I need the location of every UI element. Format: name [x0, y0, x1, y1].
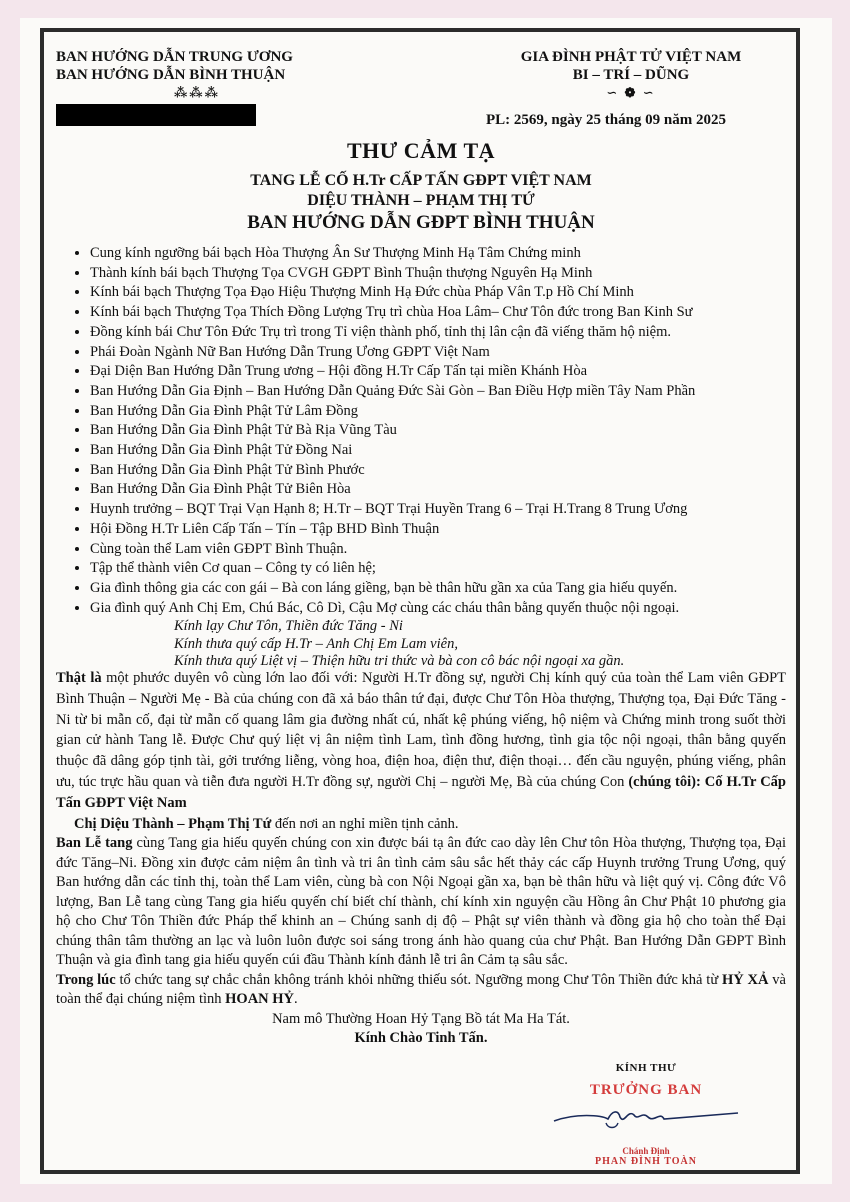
redaction-bar: [56, 104, 256, 126]
signature-block: [531, 1062, 761, 1167]
subtitle-committee: BAN HƯỚNG DẪN GĐPT BÌNH THUẬN: [247, 212, 595, 233]
paragraph-text: tổ chức tang sự chắc chắn không tránh khỏi những thiếu sót. Ngưỡng mong Chư Tôn Thiền đức khả từ: [115, 971, 722, 988]
subtitle-funeral: TANG LỄ CỐ H.Tr CẤP TẤN GĐPT VIỆT NAM: [250, 172, 592, 189]
list-item: • Tập thể thành viên Cơ quan – Công ty có liên hệ;: [90, 559, 810, 579]
paragraph-lead: Trong lúc: [56, 971, 116, 988]
paragraph-thanks: [56, 834, 786, 971]
salutation-line: Kính lạy Chư Tôn, Thiền đức Tăng - Ni: [174, 618, 403, 634]
org-line-binhthuan: BAN HƯỚNG DẪN BÌNH THUẬN: [56, 67, 286, 83]
header-left: [56, 48, 293, 102]
deceased-tail: đến nơi an nghỉ miền tịnh cảnh.: [271, 815, 459, 832]
list-item: • Gia đình thông gia các con gái – Bà con láng giềng, bạn bè thân hữu gần xa của Tang gia hiếu quyến.: [90, 579, 810, 599]
salutation-line: Kính thưa quý cấp H.Tr – Anh Chị Em Lam viên,: [174, 635, 458, 652]
signature-name: PHAN ĐÌNH TOÀN: [595, 1156, 697, 1167]
paragraph-apology: [56, 971, 786, 1010]
org-line-central: BAN HƯỚNG DẪN TRUNG ƯƠNG: [56, 49, 293, 65]
list-item: • Ban Hướng Dẫn Gia Đình Phật Tử Biên Hòa: [90, 480, 810, 500]
paragraph-end: .: [294, 991, 298, 1008]
paragraph-text: một phước duyên vô cùng lớn lao đối với: Người H.Tr đồng sự, người Chị kính quý của toàn thể Lam viên GĐPT Bình Thuận – Người Mẹ - Bà của chúng con đã xả báo thân tứ đại, được Chư Tôn Hòa thượng, Thượng tọa, Đại Đức Tăng - Ni từ bi mẫn cố, đại từ mẫn cố quang lâm gia đường nhất cú, nhất kệ phúng viếng, hộ niệm và Chứng minh trong suốt thời gian cử hành Tang lễ. Được Chư quý liệt vị ân niệm tình Lam, tình đồng hương, tình gia tộc nội ngoại, thân bằng quyến thuộc đã dâng góp tịnh tài, gởi trướng liễng, vòng hoa, điện hoa, điện thư, điện thoại… đến cầu nguyện, phúng viếng, phân ưu, túc trực hầu quan và tiễn đưa người H.Tr đồng sự, người Chị – người Mẹ, Bà của chúng Con: [56, 670, 787, 790]
hy-xa: HỶ XẢ: [721, 971, 769, 988]
deceased-title: (chúng tôi): Cố H.Tr Cấp Tấn GĐPT Việt Nam: [56, 773, 786, 811]
paragraph-text: và toàn thể đại chúng niệm tình: [56, 971, 786, 1008]
letter-body: [56, 668, 786, 1049]
date-line: PL: 2569, ngày 25 tháng 09 năm 2025: [486, 112, 727, 128]
closing-prayer: Nam mô Thường Hoan Hỷ Tạng Bồ tát Ma Ha Tát.: [272, 1010, 570, 1027]
paragraph-lead: Thật là: [56, 670, 102, 686]
letter-sheet: [20, 18, 832, 1184]
list-item: • Cùng toàn thể Lam viên GĐPT Bình Thuận.: [90, 540, 810, 560]
deceased-name: Chị Diệu Thành – Phạm Thị Tứ: [74, 815, 272, 832]
list-item: • Huynh trưởng – BQT Trại Vạn Hạnh 8; H.Tr – BQT Trại Huyền Trang 6 – Trại H.Trang 8 Trung Ương: [90, 500, 810, 520]
list-item: • Đồng kính bái Chư Tôn Đức Trụ trì trong Tỉ viện thành phố, tỉnh thị lân cận đã viếng thăm hộ niệm.: [90, 323, 810, 343]
salutation-line: Kính thưa quý Liệt vị – Thiện hữu tri thức và bà con cô bác nội ngoại xa gần.: [174, 653, 625, 669]
letter-title: THƯ CẢM TẠ: [347, 138, 495, 163]
paragraph-text: cùng Tang gia hiếu quyến chúng con xin được bái tạ ân đức cao dày lên Chư tôn Hòa thượng, Thượng tọa, Đại đức Tăng–Ni. Đồng xin được cảm niệm ân tình và tri ân tình cảm sâu sắc hết thảy các cấp Huynh trưởng Trung Ương, quý Ban hướng dẫn các tỉnh thị, toàn thể Lam viên, cùng bà con Nội Ngoại gần xa, bạn bè thân hữu và liệt quý vị. Công đức Vô lượng, Ban Lễ tang cùng Tang gia hiếu quyến chí biết chí thành, chí kính xin nguyện cầu Hồng ân Chư Phật 10 phương gia hộ cho Chư Tôn Thiền đức Pháp thể khinh an – Chúng sanh dị độ – Phật sự viên thành và đồng gia hộ cho toàn thể Đại chúng thân tâm thường an lạc và luôn luôn được soi sáng trong ánh hào quang của chư Phật. Ban Hướng Dẫn GĐPT Bình Thuận và gia đình tang gia hiếu quyến cúi đầu Thành kính đảnh lễ tri ân Cảm tạ sâu sắc.: [56, 835, 786, 969]
list-item: • Ban Hướng Dẫn Gia Đình Phật Tử Đồng Nai: [90, 441, 810, 461]
list-item: • Ban Hướng Dẫn Gia Đình Phật Tử Bình Phước: [90, 461, 810, 481]
ornament-left: ⁂⁂⁂: [174, 85, 220, 100]
list-item: • Phái Đoàn Ngành Nữ Ban Hướng Dẫn Trung Ương GĐPT Việt Nam: [90, 343, 810, 363]
list-item: • Cung kính ngưỡng bái bạch Hòa Thượng Ân Sư Thượng Minh Hạ Tâm Chứng minh: [90, 244, 810, 264]
list-item: • Kính bái bạch Thượng Tọa Thích Đồng Lượng Trụ trì chùa Hoa Lâm– Chư Tôn đức trong Ban Kinh Sư: [90, 303, 810, 323]
list-item: • Thành kính bái bạch Thượng Tọa CVGH GĐPT Bình Thuận thượng Nguyên Hạ Minh: [90, 264, 810, 284]
acknowledgement-list: [68, 244, 810, 618]
salutations: [174, 618, 624, 671]
closing-greeting: Kính Chào Tinh Tấn.: [354, 1030, 488, 1047]
handwritten-signature: [546, 1099, 746, 1133]
paragraph-lead: Ban Lễ tang: [56, 835, 133, 852]
header-right: [486, 48, 776, 102]
hoan-hy: HOAN HỶ: [225, 991, 295, 1008]
signature-dharma-name: Chánh Định: [622, 1146, 670, 1156]
list-item: • Kính bái bạch Thượng Tọa Đạo Hiệu Thượng Minh Hạ Đức chùa Pháp Vân T.p Hồ Chí Minh: [90, 283, 810, 303]
signature-kinh-thu: KÍNH THƯ: [615, 1062, 677, 1074]
paragraph-gratitude: [56, 668, 786, 814]
deceased-line: [56, 814, 786, 835]
signature-role: TRƯỞNG BAN: [589, 1082, 703, 1098]
list-item: • Hội Đồng H.Tr Liên Cấp Tấn – Tín – Tập BHD Bình Thuận: [90, 520, 810, 540]
ornament-right: ∽ ❁ ∽: [606, 85, 656, 100]
org-line-gdpt: GIA ĐÌNH PHẬT TỬ VIỆT NAM: [520, 49, 742, 65]
list-item: • Ban Hướng Dẫn Gia Đình Phật Tử Lâm Đồng: [90, 402, 810, 422]
list-item: • Ban Hướng Dẫn Gia Đình Phật Tử Bà Rịa Vũng Tàu: [90, 421, 810, 441]
list-item: • Gia đình quý Anh Chị Em, Chú Bác, Cô Dì, Cậu Mợ cùng các cháu thân bằng quyến thuộc nội ngoại.: [90, 599, 810, 619]
subtitle-name: DIỆU THÀNH – PHẠM THỊ TỨ: [307, 192, 535, 209]
motto: BI – TRÍ – DŨNG: [572, 67, 690, 83]
list-item: • Đại Diện Ban Hướng Dẫn Trung ương – Hội đồng H.Tr Cấp Tấn tại miền Khánh Hòa: [90, 362, 810, 382]
list-item: • Ban Hướng Dẫn Gia Định – Ban Hướng Dẫn Quảng Đức Sài Gòn – Ban Điều Hợp miền Tây Nam Phần: [90, 382, 810, 402]
document-border: [40, 28, 800, 1174]
